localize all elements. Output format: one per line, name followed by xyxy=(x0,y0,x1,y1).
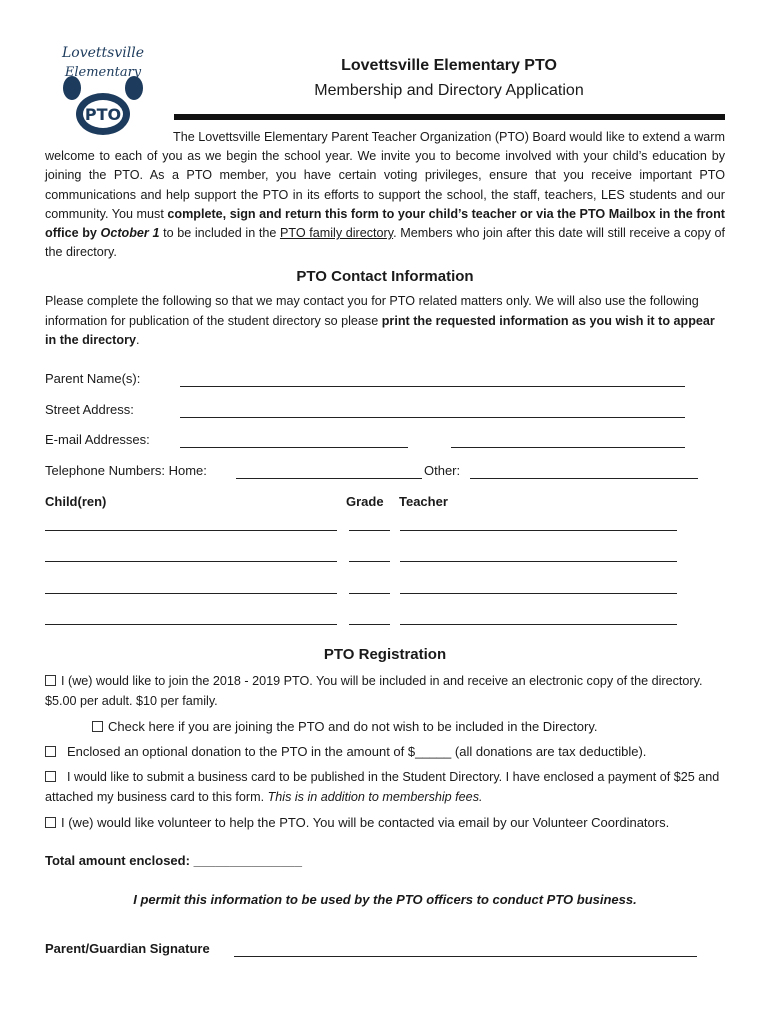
intro-text: The Lovettsville Elementary Parent Teacher Organization (PTO) Board would like to extend a warm welcome to each of you as we begin the school year. We invite you to become involved with your child’s education by joining the PTO. As a PTO member, you have certain voting privileges, ensure that you receive important PTO communications and help support the PTO in its efforts to support the school, the staff, teachers, LES students and our community. You must xyxy=(45,130,725,221)
child-grade-field-1[interactable] xyxy=(349,530,390,531)
volunteer-option xyxy=(45,815,669,830)
child-grade-field-4[interactable] xyxy=(349,624,390,625)
no-directory-text: Check here if you are joining the PTO and do not wish to be included in the Directory. xyxy=(108,719,598,734)
child-teacher-field-3[interactable] xyxy=(400,593,677,594)
total-amount xyxy=(45,853,302,868)
business-card-note: This is in addition to membership fees. xyxy=(267,789,483,804)
signature-label: Parent/Guardian Signature xyxy=(45,941,210,956)
email-field-2[interactable] xyxy=(451,447,685,448)
registration-heading: PTO Registration xyxy=(323,646,447,663)
parent-names-field[interactable] xyxy=(180,386,685,387)
intro-text-3: . Members who join after this date will still receive a copy of the directory. xyxy=(45,226,725,260)
svg-text:Lovettsville: Lovettsville xyxy=(62,45,144,61)
child-teacher-field-1[interactable] xyxy=(400,530,677,531)
business-card-option xyxy=(45,768,725,807)
contact-heading: PTO Contact Information xyxy=(296,268,474,285)
pto-paw-logo xyxy=(58,42,148,140)
intro-text-2: to be included in the xyxy=(159,226,280,241)
contact-text: Please complete the following so that we may contact you for PTO related matters only. We will also use the following information for publication of the student directory so please xyxy=(45,294,699,328)
intro-deadline: October 1 xyxy=(100,226,160,241)
children-header: Child(ren) xyxy=(45,494,107,509)
home-phone-field[interactable] xyxy=(236,478,422,479)
other-phone-label: Other: xyxy=(424,463,461,478)
intro-instruction: complete, sign and return this form to your child’s teacher or via the PTO Mailbox in the front office by xyxy=(45,206,725,241)
home-phone-label: Telephone Numbers: Home: xyxy=(45,463,207,478)
contact-end: . xyxy=(135,333,140,347)
total-label: Total amount enclosed: xyxy=(45,853,194,868)
no-directory-option xyxy=(92,719,597,734)
volunteer-text: I (we) would like volunteer to help the PTO. You will be contacted via email by our Volunteer Coordinators. xyxy=(61,815,670,830)
street-address-label: Street Address: xyxy=(45,402,134,417)
child-name-field-1[interactable] xyxy=(45,530,337,531)
total-amount-field[interactable]: _______________ xyxy=(193,853,303,868)
donation-text: Enclosed an optional donation to the PTO in the amount of $ xyxy=(67,744,416,759)
child-teacher-field-2[interactable] xyxy=(400,561,677,562)
donation-text-post: (all donations are tax deductible). xyxy=(451,744,647,759)
volunteer-checkbox[interactable] xyxy=(45,817,56,828)
page-subtitle: Membership and Directory Application xyxy=(314,82,584,99)
parent-names-label: Parent Name(s): xyxy=(45,371,141,386)
other-phone-field[interactable] xyxy=(470,478,698,479)
grade-header: Grade xyxy=(346,494,384,509)
child-grade-field-3[interactable] xyxy=(349,593,390,594)
no-directory-checkbox[interactable] xyxy=(92,721,103,732)
page-title: Lovettsville Elementary PTO xyxy=(341,57,557,74)
directory-link: PTO family directory xyxy=(279,226,394,241)
contact-instruction: print the requested information as you wish it to appear in the directory xyxy=(45,313,715,347)
donation-amount-field[interactable]: _____ xyxy=(415,744,452,759)
title-divider xyxy=(174,114,725,120)
child-name-field-3[interactable] xyxy=(45,593,337,594)
email-label: E-mail Addresses: xyxy=(45,432,150,447)
donation-checkbox[interactable] xyxy=(45,746,56,757)
child-grade-field-2[interactable] xyxy=(349,561,390,562)
contact-paragraph xyxy=(45,292,725,351)
join-checkbox[interactable] xyxy=(45,675,56,686)
permission-statement: I permit this information to be used by the PTO officers to conduct PTO business. xyxy=(133,892,637,907)
teacher-header: Teacher xyxy=(399,494,448,509)
intro-paragraph xyxy=(45,128,725,262)
donation-option xyxy=(45,744,646,759)
business-card-checkbox[interactable] xyxy=(45,771,56,782)
email-field-1[interactable] xyxy=(180,447,408,448)
street-address-field[interactable] xyxy=(180,417,685,418)
svg-text:Elementary: Elementary xyxy=(64,65,142,80)
business-card-text: I would like to submit a business card to be published in the Student Directory. I have enclosed a payment of $25 and attached my business card to this form. xyxy=(45,770,720,804)
child-name-field-4[interactable] xyxy=(45,624,337,625)
join-text: I (we) would like to join the 2018 - 2019 PTO. You will be included in and receive an electronic copy of the directory. $5.00 per adult. $10 per family. xyxy=(45,674,703,708)
child-teacher-field-4[interactable] xyxy=(400,624,677,625)
svg-text:PTO: PTO xyxy=(84,105,122,124)
join-option xyxy=(45,672,725,711)
signature-field[interactable] xyxy=(234,956,697,957)
child-name-field-2[interactable] xyxy=(45,561,337,562)
